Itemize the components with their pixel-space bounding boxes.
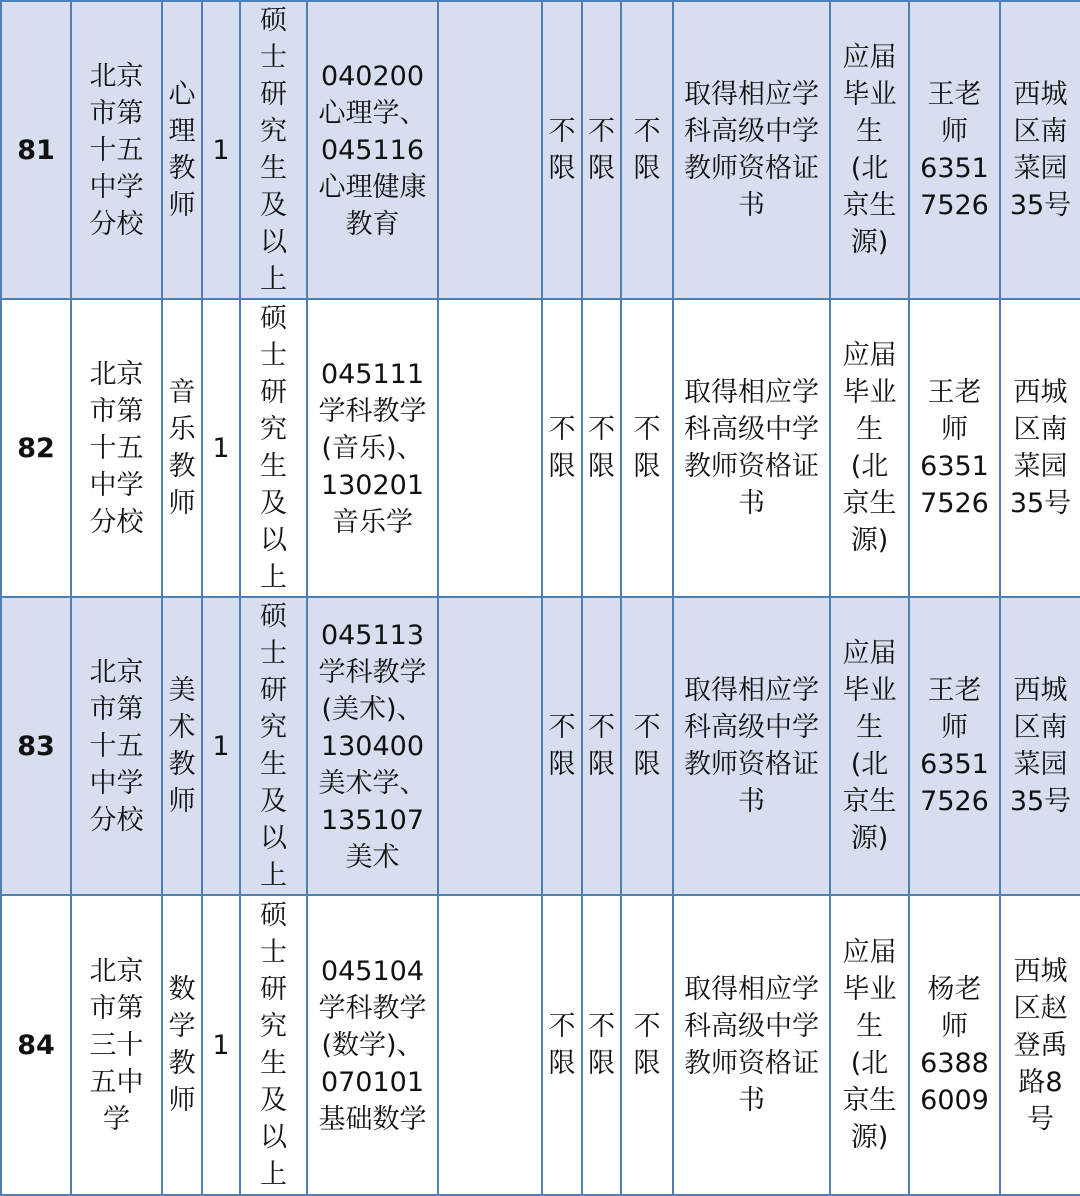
source-cell (830, 895, 909, 1195)
limit-value-2: 不 限 (588, 414, 615, 482)
requirement-cell (673, 299, 830, 597)
contact-info: 王老 师 6351 7526 (920, 675, 989, 817)
position-cell (162, 895, 202, 1195)
limit-value-1: 不 限 (548, 1011, 576, 1079)
position-name: 音 乐 教 师 (168, 377, 196, 519)
school-name: 北京 市第 三十 五中 学 (89, 955, 144, 1135)
contact-cell (909, 597, 1000, 895)
limit-cell-2 (582, 895, 621, 1195)
other-requirement: 取得相应学 科高级中学 教师资格证 书 (684, 675, 819, 817)
row-number-cell (1, 597, 71, 895)
position-name: 心 理 教 师 (168, 79, 196, 221)
address-info: 西城 区南 菜园 35号 (1009, 377, 1072, 519)
blank-cell (438, 895, 542, 1195)
limit-cell-2 (582, 299, 621, 597)
major-requirement: 045113 学科教学 (美术)、 130400 美术学、 135107 美术 (318, 619, 427, 873)
row-number-cell (1, 895, 71, 1195)
limit-value-3: 不 限 (633, 414, 661, 482)
applicant-source: 应届 毕业 生 (北 京生 源) (842, 340, 897, 556)
address-info: 西城 区赵 登禹 路8 号 (1013, 955, 1068, 1135)
address-cell (1000, 597, 1080, 895)
address-cell (1000, 299, 1080, 597)
hiring-count: 1 (212, 1029, 230, 1061)
limit-value-3: 不 限 (633, 116, 661, 184)
row-number-cell (1, 1, 71, 299)
contact-cell (909, 895, 1000, 1195)
row-number-cell (1, 299, 71, 597)
other-requirement: 取得相应学 科高级中学 教师资格证 书 (684, 79, 819, 221)
requirement-cell (673, 597, 830, 895)
row-number: 81 (17, 134, 55, 166)
contact-cell (909, 299, 1000, 597)
count-cell (202, 597, 240, 895)
contact-info: 王老 师 6351 7526 (920, 377, 989, 519)
major-cell (307, 1, 438, 299)
hiring-count: 1 (212, 134, 230, 166)
major-cell (307, 299, 438, 597)
source-cell (830, 597, 909, 895)
limit-value-1: 不 限 (548, 116, 576, 184)
education-requirement: 硕 士 研 究 生 及 以 上 (260, 303, 287, 593)
address-cell (1000, 895, 1080, 1195)
limit-value-2: 不 限 (588, 712, 615, 780)
contact-info: 杨老 师 6388 6009 (920, 974, 989, 1116)
education-requirement: 硕 士 研 究 生 及 以 上 (260, 5, 287, 295)
contact-cell (909, 1, 1000, 299)
table-row (1, 597, 1080, 895)
table-row (1, 299, 1080, 597)
row-number: 82 (17, 432, 55, 464)
source-cell (830, 299, 909, 597)
major-cell (307, 895, 438, 1195)
education-cell (240, 597, 307, 895)
address-cell (1000, 1, 1080, 299)
school-name: 北京 市第 十五 中学 分校 (89, 60, 144, 240)
limit-value-3: 不 限 (633, 1011, 661, 1079)
limit-cell-3 (621, 895, 673, 1195)
hiring-count: 1 (212, 730, 230, 762)
applicant-source: 应届 毕业 生 (北 京生 源) (842, 638, 897, 854)
education-requirement: 硕 士 研 究 生 及 以 上 (260, 900, 287, 1190)
position-cell (162, 299, 202, 597)
limit-cell-2 (582, 1, 621, 299)
major-requirement: 045111 学科教学 (音乐)、 130201 音乐学 (318, 358, 427, 538)
applicant-source: 应届 毕业 生 (北 京生 源) (842, 937, 897, 1153)
hiring-count: 1 (212, 432, 230, 464)
other-requirement: 取得相应学 科高级中学 教师资格证 书 (684, 974, 819, 1116)
position-name: 数 学 教 师 (168, 974, 196, 1116)
limit-value-2: 不 限 (588, 1011, 615, 1079)
source-cell (830, 1, 909, 299)
limit-value-1: 不 限 (548, 414, 576, 482)
limit-value-1: 不 限 (548, 712, 576, 780)
blank-cell (438, 299, 542, 597)
blank-cell (438, 1, 542, 299)
limit-cell-3 (621, 1, 673, 299)
limit-cell-2 (582, 597, 621, 895)
count-cell (202, 895, 240, 1195)
count-cell (202, 299, 240, 597)
school-cell (71, 597, 162, 895)
address-info: 西城 区南 菜园 35号 (1009, 79, 1072, 221)
row-number: 84 (17, 1029, 55, 1061)
table-row (1, 1, 1080, 299)
row-number: 83 (17, 730, 55, 762)
school-cell (71, 299, 162, 597)
education-requirement: 硕 士 研 究 生 及 以 上 (260, 601, 287, 891)
limit-cell-1 (542, 895, 582, 1195)
blank-cell (438, 597, 542, 895)
major-requirement: 045104 学科教学 (数学)、 070101 基础数学 (318, 955, 427, 1135)
school-cell (71, 895, 162, 1195)
table-row (1, 895, 1080, 1195)
major-requirement: 040200 心理学、 045116 心理健康 教育 (318, 60, 427, 240)
contact-info: 王老 师 6351 7526 (920, 79, 989, 221)
education-cell (240, 895, 307, 1195)
education-cell (240, 299, 307, 597)
limit-cell-3 (621, 597, 673, 895)
applicant-source: 应届 毕业 生 (北 京生 源) (842, 42, 897, 258)
position-cell (162, 1, 202, 299)
limit-cell-3 (621, 299, 673, 597)
limit-cell-1 (542, 299, 582, 597)
school-cell (71, 1, 162, 299)
limit-value-2: 不 限 (588, 116, 615, 184)
position-name: 美 术 教 师 (168, 675, 196, 817)
requirement-cell (673, 1, 830, 299)
limit-cell-1 (542, 597, 582, 895)
school-name: 北京 市第 十五 中学 分校 (89, 358, 144, 538)
address-info: 西城 区南 菜园 35号 (1009, 675, 1072, 817)
count-cell (202, 1, 240, 299)
education-cell (240, 1, 307, 299)
major-cell (307, 597, 438, 895)
other-requirement: 取得相应学 科高级中学 教师资格证 书 (684, 377, 819, 519)
school-name: 北京 市第 十五 中学 分校 (89, 656, 144, 836)
limit-cell-1 (542, 1, 582, 299)
position-cell (162, 597, 202, 895)
limit-value-3: 不 限 (633, 712, 661, 780)
requirement-cell (673, 895, 830, 1195)
